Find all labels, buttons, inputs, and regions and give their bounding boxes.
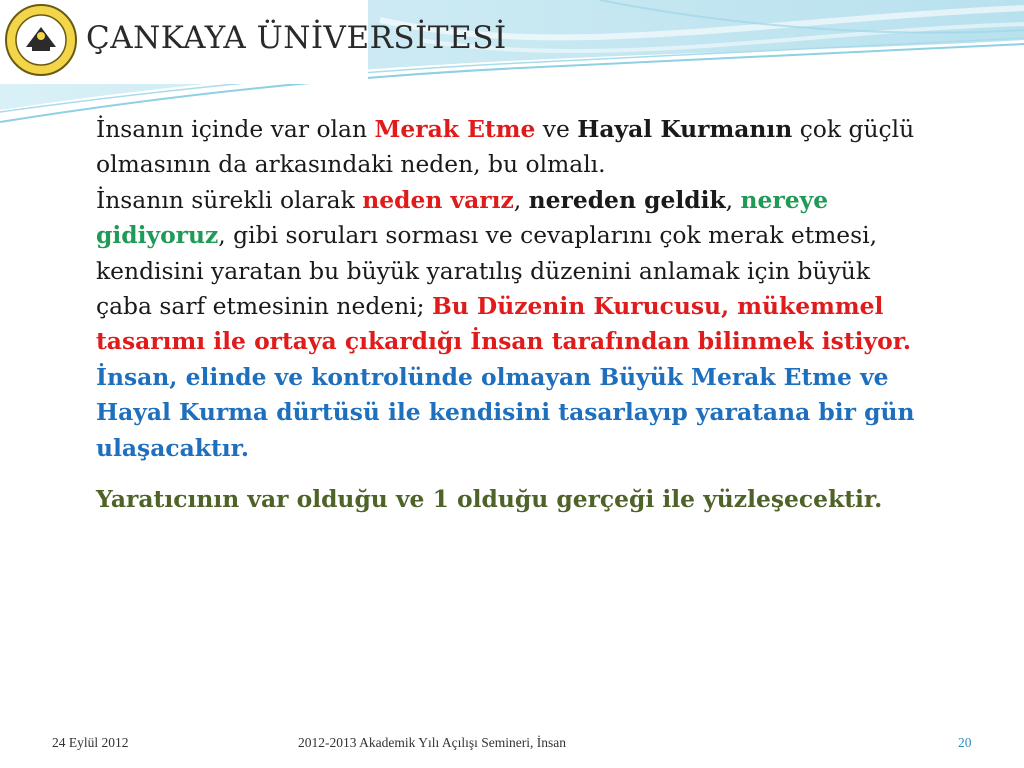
text-span: İnsanın içinde var olan bbox=[96, 115, 375, 143]
text-span: Yaratıcının var olduğu ve bbox=[96, 485, 433, 514]
paragraph-3 bbox=[96, 476, 926, 522]
footer-title: 2012-2013 Akademik Yılı Açılışı Semineri, İnsan bbox=[298, 735, 566, 750]
highlight-insan-elinde: İnsan, elinde ve kontrolünde olmayan Büyük Merak Etme ve Hayal Kurma dürtüsü ile kendisini tasarlayıp yaratana bir gün ulaşacaktır. bbox=[96, 362, 915, 462]
paragraph-2 bbox=[96, 183, 926, 466]
highlight-nereye-gidiyoruz: nereye gidiyoruz bbox=[96, 185, 829, 250]
text-span: , gibi soruları sorması ve cevaplarını çok merak etmesi, kendisini yaratan bu büyük yaratılış düzenini anlamak için büyük çaba sarf etmesinin nedeni; bbox=[96, 221, 878, 321]
footer-date: 24 Eylül 2012 bbox=[52, 735, 129, 750]
highlight-hayal-kurmanin: Hayal Kurmanın bbox=[577, 115, 793, 143]
highlight-one: 1 bbox=[432, 485, 449, 514]
header-banner bbox=[0, 0, 1024, 130]
highlight-neden-variz: neden varız bbox=[362, 185, 514, 214]
page-number: 20 bbox=[958, 735, 972, 750]
highlight-bu-duzenin-kurucusu: Bu Düzenin Kurucusu, mükemmel tasarımı ile ortaya çıkardığı İnsan tarafından bilinmek istiyor. bbox=[96, 292, 912, 356]
logo-area bbox=[0, 0, 507, 84]
paragraph-1 bbox=[96, 112, 926, 183]
text-span: İnsanın sürekli olarak bbox=[96, 185, 363, 214]
text-span: , bbox=[725, 185, 741, 214]
text-span: ve bbox=[535, 115, 578, 143]
text-span: olduğu gerçeği ile yüzleşecektir. bbox=[448, 485, 883, 514]
highlight-merak-etme: Merak Etme bbox=[374, 115, 536, 143]
university-seal-icon bbox=[4, 3, 78, 77]
text-span: çok güçlü olmasının da arkasındaki neden, bu olmalı. bbox=[96, 115, 915, 179]
slide-body bbox=[96, 112, 926, 522]
university-name: ÇANKAYA ÜNİVERSİTESİ bbox=[86, 20, 507, 56]
highlight-nereden-geldik: nereden geldik bbox=[528, 185, 726, 214]
text-span: , bbox=[513, 185, 529, 214]
